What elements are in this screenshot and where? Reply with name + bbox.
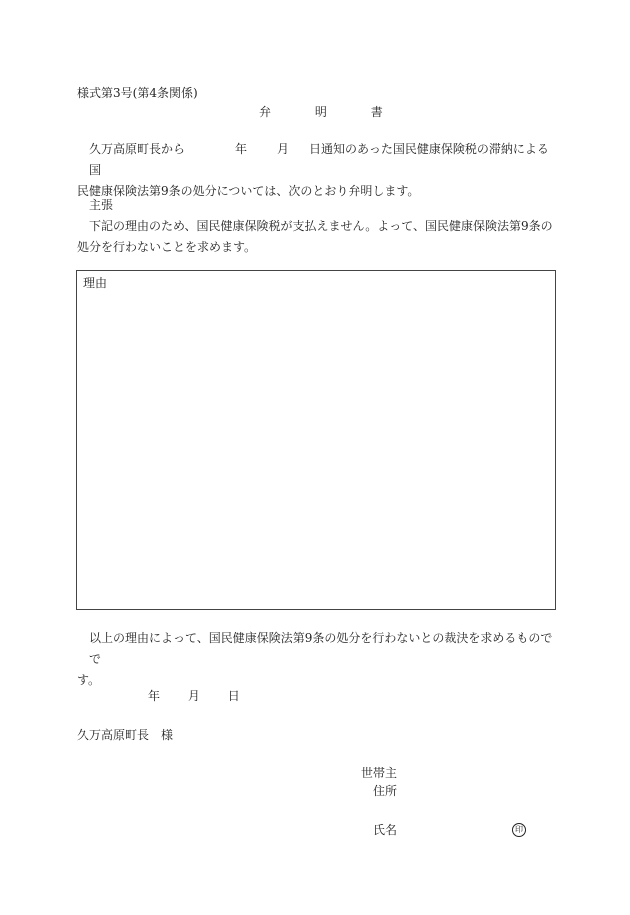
seal-mark (512, 821, 526, 837)
date-day: 日 (227, 689, 240, 703)
date-month: 月 (187, 689, 200, 703)
title-char-1: 弁 (259, 105, 272, 119)
title-char-3: 書 (370, 105, 383, 119)
document-title (259, 103, 383, 120)
claim-section (77, 195, 555, 258)
intro-line2: 民健康保険法第9条の処分については、次のとおり弁明します。 (77, 184, 420, 198)
reason-box[interactable] (76, 270, 556, 610)
intro-year: 年 (235, 142, 248, 156)
closing-line2: す。 (77, 673, 101, 687)
intro-text: 日通知のあった国民健康保険税の滞納による国 (89, 142, 549, 177)
claim-line2: 処分を行わないことを求めます。 (77, 240, 257, 254)
date-year: 年 (148, 689, 161, 703)
recipient: 久万高原町長 様 (77, 728, 174, 742)
form-number: 様式第3号(第4条関係) (77, 86, 198, 100)
reason-label: 理由 (83, 276, 108, 290)
date-line (148, 687, 240, 704)
address-label: 住所 (373, 784, 398, 798)
applicant-role: 世帯主 (361, 766, 398, 780)
claim-heading: 主張 (89, 198, 114, 212)
intro-paragraph (77, 139, 555, 202)
name-label: 氏名 (373, 823, 398, 837)
closing-line1: 以上の理由によって、国民健康保険法第9条の処分を行わないとの裁決を求めるものでで (89, 631, 553, 666)
claim-line1: 下記の理由のため、国民健康保険税が支払えません。よって、国民健康保険法第9条の (89, 219, 553, 233)
title-char-2: 明 (314, 105, 327, 119)
intro-month: 月 (277, 142, 290, 156)
intro-addressee: 久万高原町長から (89, 142, 186, 156)
closing-paragraph (77, 628, 555, 691)
seal-icon: 印 (512, 823, 526, 837)
